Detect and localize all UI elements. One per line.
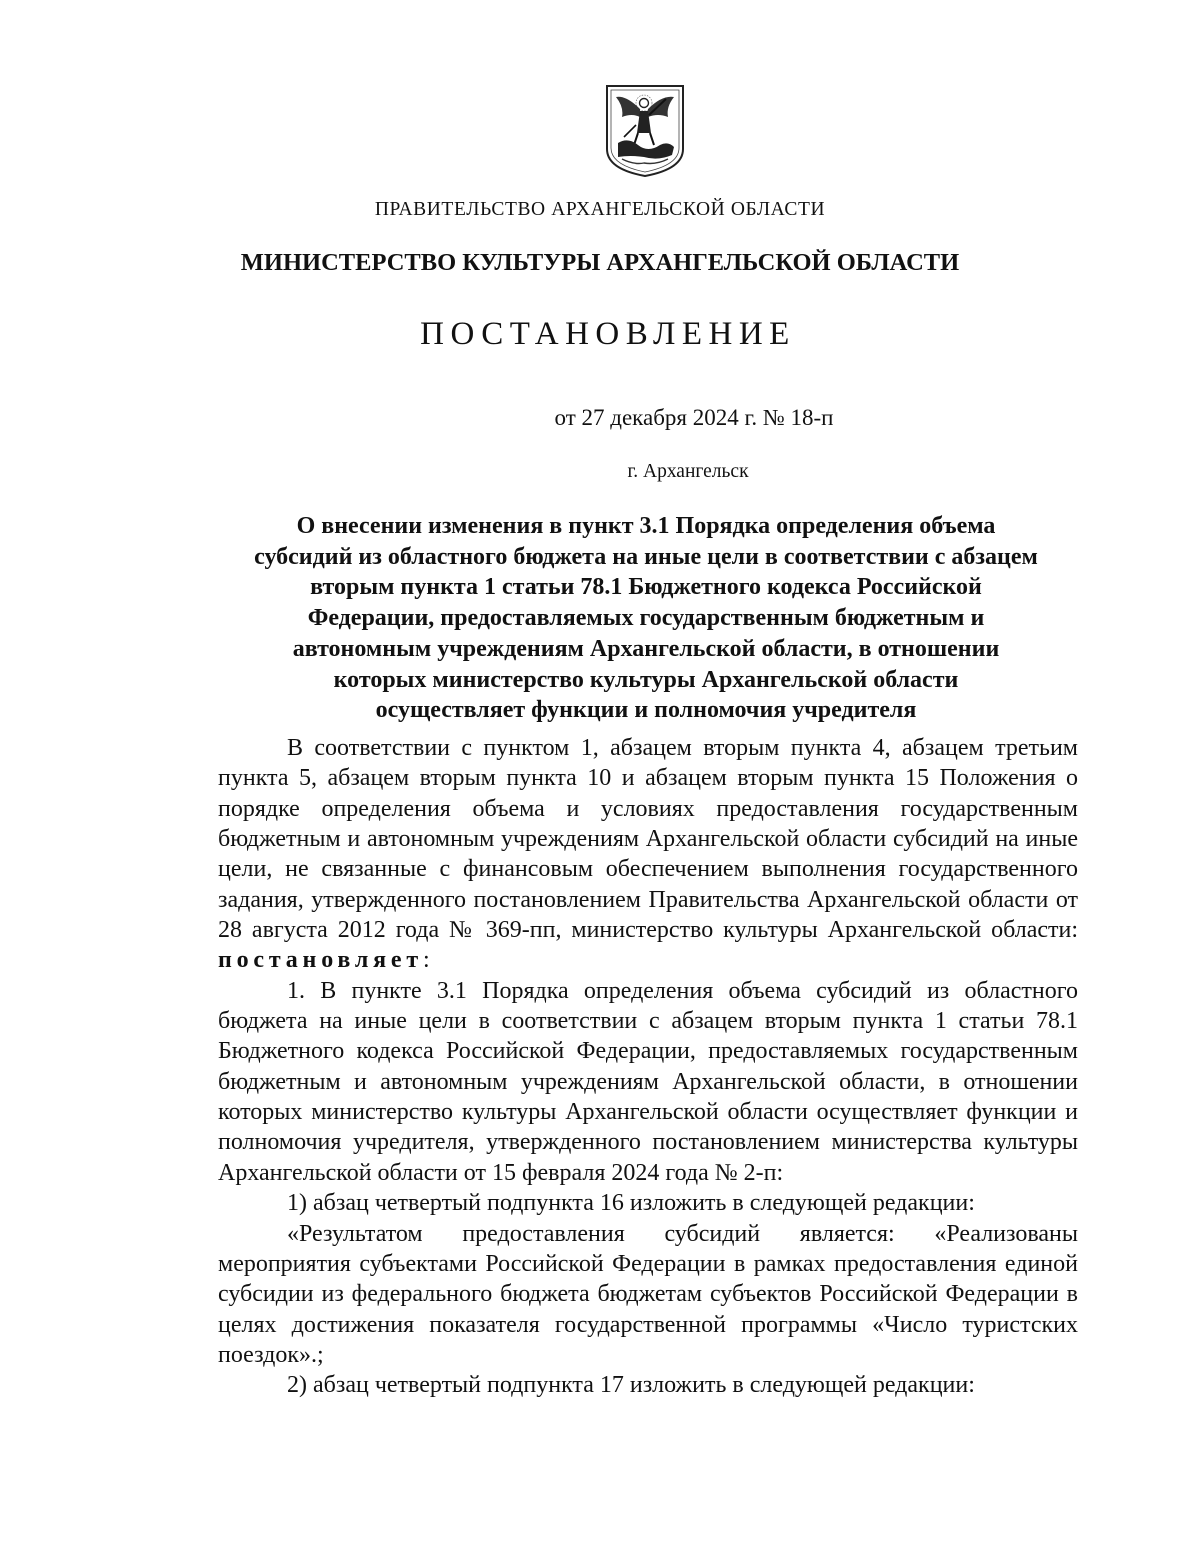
resolves-colon: : [422, 947, 430, 974]
title-line: вторым пункта 1 статьи 78.1 Бюджетного кодекса Российской [310, 574, 982, 601]
title-line: которых министерство культуры Архангельской области [333, 666, 959, 693]
preamble-text: В соответствии с пунктом 1, абзацем вторым пункта 4, абзацем третьим пункта 5, абзацем вторым пункта 10 и абзацем вторым пункта 15 Положения о порядке определения объема и условиях предоставления государственным бюджетным и автономным учреждениям Архангельской области субсидий на иные цели, не связанные с финансовым обеспечением выполнения государственного задания, утвержденного постановлением Правительства Архангельской области от 28 августа 2012 года № 369-пп, министерство культуры Архангельской области: [218, 735, 1078, 944]
title-line: субсидий из областного бюджета на иные цели в соответствии с абзацем [254, 543, 1038, 570]
title-line: Федерации, предоставляемых государственным бюджетным и [307, 605, 985, 632]
document-body [218, 733, 1078, 1401]
subitem-2-paragraph: 2) абзац четвертый подпункта 17 изложить в следующей редакции: [287, 1372, 975, 1399]
government-heading: ПРАВИТЕЛЬСТВО АРХАНГЕЛЬСКОЙ ОБЛАСТИ [374, 199, 826, 220]
city-line: г. Архангельск [627, 461, 749, 482]
resolves-word: постановляет [218, 947, 423, 974]
preamble-paragraph [218, 733, 1078, 976]
title-line: О внесении изменения в пункт 3.1 Порядка определения объема [296, 513, 996, 539]
subitem-1-paragraph: 1) абзац четвертый подпункта 16 изложить в следующей редакции: [287, 1190, 975, 1217]
quote-1-paragraph: «Результатом предоставления субсидий является: «Реализованы мероприятия субъектами Российской Федерации в рамках предоставления единой субсидии из федерального бюджета бюджетам субъектов Российской Федерации в целях достижения показателя государственной программы «Число туристских поездок».; [218, 1220, 1078, 1368]
coat-of-arms-emblem [604, 83, 686, 179]
document-title [200, 511, 1092, 726]
title-line: автономным учреждениям Архангельской области, в отношении [292, 635, 1000, 662]
ministry-heading: МИНИСТЕРСТВО КУЛЬТУРЫ АРХАНГЕЛЬСКОЙ ОБЛАСТИ [240, 249, 960, 276]
item-1-paragraph: 1. В пункте 3.1 Порядка определения объема субсидий из областного бюджета на иные цели в соответствии с абзацем вторым пункта 1 статьи 78.1 Бюджетного кодекса Российской Федерации, предоставляемых государственным бюджетным и автономным учреждениям Архангельской области, в отношении которых министерство культуры Архангельской области осуществляет функции и полномочия учредителя, утвержденного постановлением министерства культуры Архангельской области от 15 февраля 2024 года № 2-п: [218, 977, 1078, 1186]
date-and-number: от 27 декабря 2024 г. № 18-п [554, 405, 834, 430]
title-line: осуществляет функции и полномочия учредителя [375, 697, 917, 724]
document-type-heading: ПОСТАНОВЛЕНИЕ [420, 316, 796, 352]
